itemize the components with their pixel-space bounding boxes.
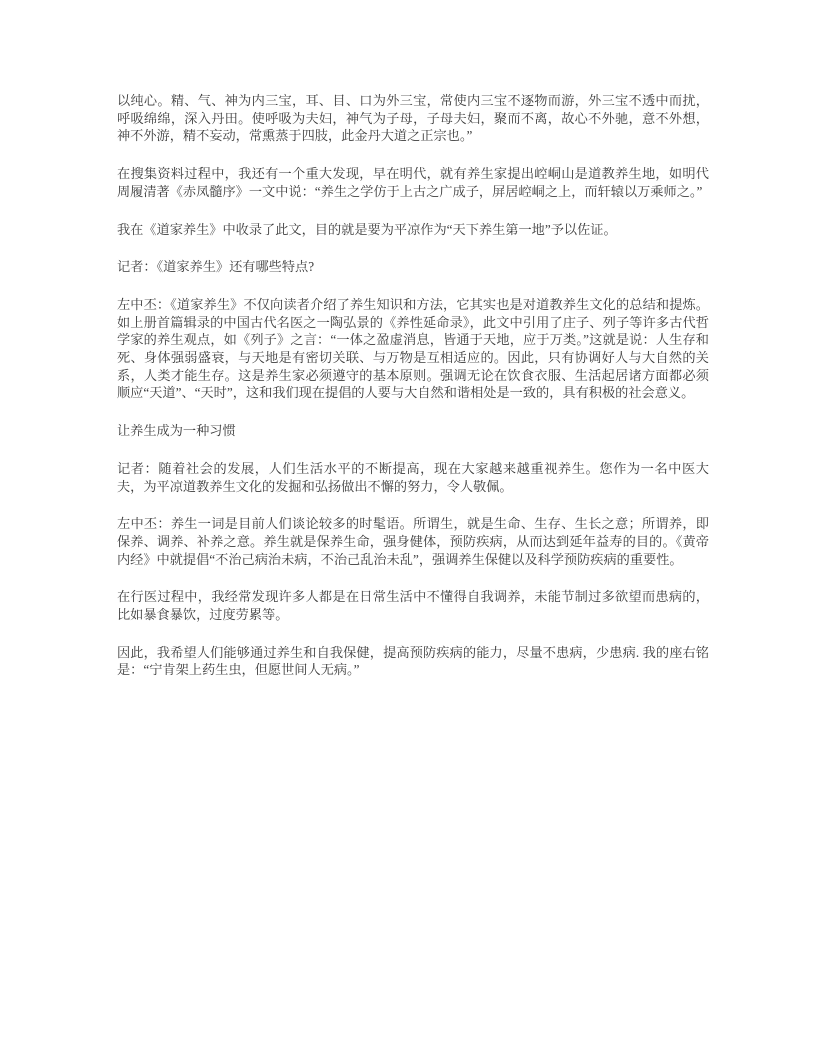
paragraph: 在行医过程中，我经常发现许多人都是在日常生活中不懂得自我调养，未能节制过多欲望而患病的，比如暴食暴饮，过度劳累等。	[117, 589, 709, 623]
interviewee-answer: 左中丕：养生一词是目前人们谈论较多的时髦语。所谓生，就是生命、生存、生长之意；所谓养，即保养、调养、补养之意。养生就是保养生命，强身健体，预防疾病，从而达到延年益寿的目的。《黄帝内经》中就提倡“不治己病治未病，不治己乱治未乱”，强调养生保健以及科学预防疾病的重要性。	[117, 516, 709, 567]
section-heading: 让养生成为一种习惯	[117, 423, 236, 439]
interviewer-question: 记者：随着社会的发展，人们生活水平的不断提高，现在大家越来越重视养生。您作为一名中医大夫，为平凉道教养生文化的发掘和弘扬做出不懈的努力，令人敬佩。	[117, 460, 709, 494]
document-body	[117, 92, 709, 699]
interviewee-answer: 左中丕：《道家养生》不仅向读者介绍了养生知识和方法，它其实也是对道教养生文化的总结和提炼。如上册首篇辑录的中国古代名医之一陶弘景的《养性延命录》，此文中引用了庄子、列子等许多古代哲学家的养生观点，如《列子》之言：“一体之盈虚消息，皆通于天地，应于万类。”这就是说：人生存和死、身体强弱盛衰，与天地是有密切关联、与万物是互相适应的。因此，只有协调好人与大自然的关系，人类才能生存。这是养生家必须遵守的基本原则。强调无论在饮食衣服、生活起居诸方面都必须顺应“天道”、“天时”，这和我们现在提倡的人要与大自然和谐相处是一致的，具有积极的社会意义。	[117, 296, 709, 401]
paragraph: 我在《道家养生》中收录了此文，目的就是要为平凉作为“天下养生第一地”予以佐证。	[117, 221, 617, 237]
paragraph: 因此，我希望人们能够通过养生和自我保健，提高预防疾病的能力，尽量不患病，少患病. 我的座右铭是：“宁肯架上药生虫，但愿世间人无病。”	[117, 644, 709, 678]
paragraph-continued: 以纯心。精、气、神为内三宝，耳、目、口为外三宝，常使内三宝不逐物而游，外三宝不透中而扰，呼吸绵绵，深入丹田。使呼吸为夫妇，神气为子母，子母夫妇，聚而不离，故心不外驰，意不外想，神不外游，精不妄动，常熏蒸于四肢，此金丹大道之正宗也。”	[117, 93, 709, 144]
interviewer-question: 记者：《道家养生》还有哪些特点?	[117, 259, 315, 275]
paragraph: 在搜集资料过程中，我还有一个重大发现，早在明代，就有养生家提出崆峒山是道教养生地，如明代周履清著《赤凤髓序》一文中说：“养生之学仿于上古之广成子，屏居崆峒之上，而轩辕以万乘师之。”	[117, 166, 709, 199]
